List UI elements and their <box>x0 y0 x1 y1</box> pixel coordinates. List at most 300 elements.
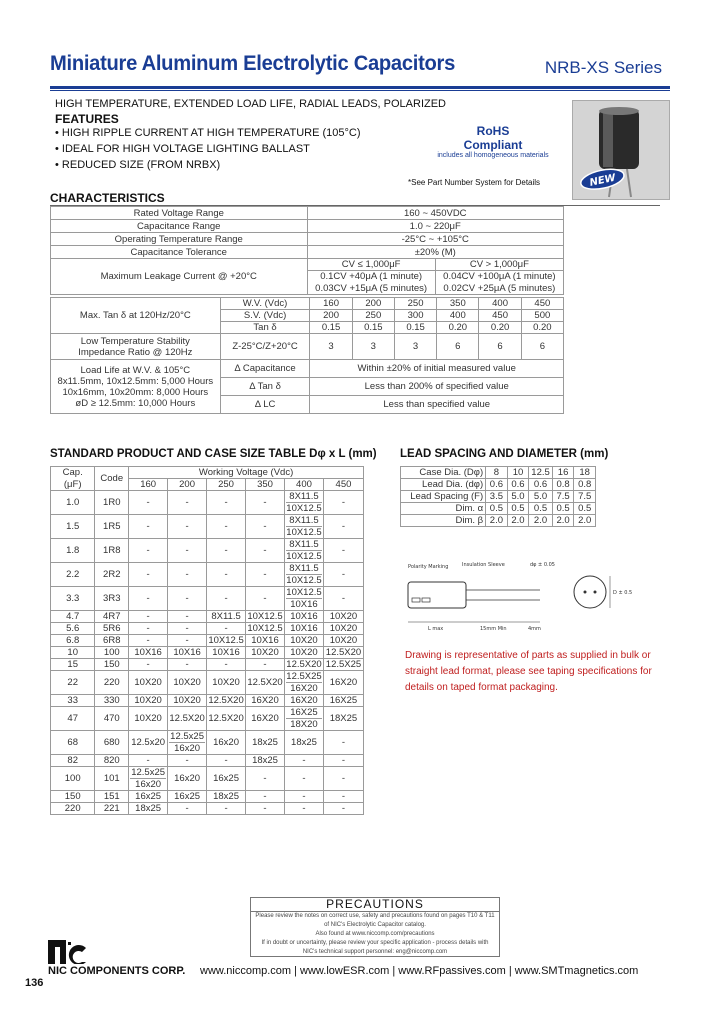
size-cell <box>207 695 246 707</box>
stability-label-line2: Impedance Ratio @ 120Hz <box>78 346 193 358</box>
page-number: 136 <box>25 977 44 989</box>
cap-cell: 47 <box>51 707 95 731</box>
size-cell <box>207 563 246 587</box>
size-cell <box>246 623 285 635</box>
lead-value: 2.0 <box>486 515 508 527</box>
lead-value: 0.5 <box>529 503 553 515</box>
size-value: - <box>146 611 150 622</box>
code-cell: 820 <box>95 755 129 767</box>
capacitance-label: Capacitance Range <box>51 220 308 233</box>
size-value-alt: 16X20 <box>286 682 322 694</box>
size-cell <box>323 587 363 611</box>
sv-cell: 200 <box>310 310 352 322</box>
tan-cell: 0.20 <box>521 322 563 334</box>
header-rule <box>50 86 670 89</box>
size-value: - <box>263 569 267 580</box>
sv-cell: 400 <box>437 310 479 322</box>
size-value: 10X20 <box>329 623 358 634</box>
leakage-col2-b: 0.02CV +25μA (5 minutes) <box>435 283 563 295</box>
header-rule-thin <box>50 90 670 91</box>
size-cell <box>129 623 168 635</box>
stability-cell: 6 <box>437 334 479 360</box>
size-cell <box>207 755 246 767</box>
size-value: - <box>341 497 346 508</box>
size-cell <box>129 587 168 611</box>
tan-cell: 0.15 <box>352 322 394 334</box>
load-life-line: øD ≥ 12.5mm: 10,000 Hours <box>75 397 196 409</box>
code-header: Code <box>95 467 129 491</box>
size-value: - <box>224 659 228 670</box>
size-value: 10X20 <box>329 611 358 622</box>
table-row <box>51 755 364 767</box>
cap-cell: 1.8 <box>51 539 95 563</box>
size-cell <box>168 695 207 707</box>
series-name: NRB-XS Series <box>544 58 662 77</box>
cap-cell: 10 <box>51 647 95 659</box>
size-cell <box>285 491 324 515</box>
size-cell <box>168 539 207 563</box>
lead-value: 18 <box>574 467 596 479</box>
stability-cell: 3 <box>394 334 436 360</box>
cap-cell: 22 <box>51 671 95 695</box>
size-cell <box>323 695 363 707</box>
table-row <box>51 659 364 671</box>
size-value: - <box>146 569 150 580</box>
size-cell <box>129 647 168 659</box>
lead-value: 2.0 <box>574 515 596 527</box>
size-value: 16X20 <box>290 695 318 706</box>
size-value: 10X12.5 <box>247 623 283 634</box>
size-cell <box>168 611 207 623</box>
tan-label: Max. Tan δ at 120Hz/20°C <box>51 298 221 334</box>
size-cell <box>207 491 246 515</box>
lead-row-label: Case Dia. (Dφ) <box>401 467 486 479</box>
size-cell <box>323 635 363 647</box>
size-value: - <box>224 803 228 814</box>
size-value-alt: 10X16 <box>286 598 322 610</box>
load-life-line: 8x11.5mm, 10x12.5mm: 5,000 Hours <box>57 375 214 387</box>
size-value: 10X20 <box>134 713 162 724</box>
table-row <box>51 587 364 611</box>
cap-cell: 5.6 <box>51 623 95 635</box>
lead-row-label: Lead Spacing (F) <box>401 491 486 503</box>
lead-value: 5.0 <box>507 491 529 503</box>
size-cell <box>207 587 246 611</box>
size-value: - <box>185 659 189 670</box>
code-cell: 3R3 <box>95 587 129 611</box>
cap-header: Cap. <box>51 467 95 479</box>
size-value: - <box>302 773 306 784</box>
code-cell: 101 <box>95 767 129 791</box>
tan-stability-table <box>50 297 564 414</box>
size-value: - <box>302 803 306 814</box>
size-cell <box>246 587 285 611</box>
stability-cell: 3 <box>352 334 394 360</box>
size-value: 10X20 <box>251 647 279 658</box>
rated-voltage-label: Rated Voltage Range <box>51 207 308 220</box>
size-cell <box>168 491 207 515</box>
lead-value: 8 <box>486 467 508 479</box>
cap-cell: 6.8 <box>51 635 95 647</box>
sv-cell: 250 <box>352 310 394 322</box>
size-cell <box>285 791 324 803</box>
size-value: 12.5X20 <box>208 695 244 706</box>
wv-cell: 250 <box>394 298 436 310</box>
size-value: 8X11.5 <box>289 491 319 502</box>
table-header-row <box>51 467 364 479</box>
size-value: 10X20 <box>290 647 318 658</box>
size-value: - <box>224 545 228 556</box>
size-cell <box>323 491 363 515</box>
standard-product-table <box>50 466 364 815</box>
size-cell <box>129 803 168 815</box>
size-value: - <box>224 623 228 634</box>
precautions-line: of NIC's Electrolytic Capacitor catalog. <box>324 922 426 928</box>
lead-value: 0.8 <box>552 479 574 491</box>
tolerance-label: Capacitance Tolerance <box>51 246 308 259</box>
table-row <box>51 635 364 647</box>
voltage-header: 250 <box>207 479 246 491</box>
size-value: - <box>146 497 150 508</box>
size-value: - <box>185 593 189 604</box>
code-cell: 330 <box>95 695 129 707</box>
nic-logo <box>48 938 86 964</box>
characteristics-table <box>50 206 564 295</box>
lead-spacing-heading: LEAD SPACING AND DIAMETER (mm) <box>400 448 609 460</box>
size-cell <box>168 803 207 815</box>
wv-cell: 350 <box>437 298 479 310</box>
size-value: 8X11.5 <box>211 611 241 622</box>
precautions-line: NIC's technical support personnel: eng@niccomp.com <box>302 949 448 955</box>
cap-cell: 68 <box>51 731 95 755</box>
features-heading: FEATURES <box>55 112 119 126</box>
size-cell <box>129 491 168 515</box>
load-life-key: Δ Tan δ <box>220 378 310 396</box>
size-value: 16X20 <box>251 695 279 706</box>
size-value: - <box>341 569 346 580</box>
size-value: 10X16 <box>290 611 318 622</box>
cap-cell: 4.7 <box>51 611 95 623</box>
wv-cell: 400 <box>479 298 521 310</box>
size-cell <box>129 731 168 755</box>
stability-label-line1: Low Temperature Stability <box>80 335 190 347</box>
size-value: - <box>146 755 150 766</box>
size-cell <box>285 755 324 767</box>
size-value: - <box>263 521 267 532</box>
lead-value: 0.5 <box>486 503 508 515</box>
size-value: 16X25 <box>290 707 318 718</box>
size-cell <box>207 623 246 635</box>
leakage-col2-head: CV > 1,000μF <box>435 259 563 271</box>
size-value: - <box>341 755 346 766</box>
cap-cell: 2.2 <box>51 563 95 587</box>
size-value: - <box>341 791 346 802</box>
size-cell <box>246 611 285 623</box>
cap-unit: (μF) <box>51 479 95 491</box>
size-value: 16x25 <box>135 791 162 802</box>
load-life-value: Within ±20% of initial measured value <box>310 360 564 378</box>
size-value: - <box>185 623 189 634</box>
size-cell <box>285 587 324 611</box>
size-cell <box>323 671 363 695</box>
size-cell <box>246 791 285 803</box>
leakage-label: Maximum Leakage Current @ +20°C <box>51 259 308 295</box>
page-title: Miniature Aluminum Electrolytic Capacitors <box>50 52 456 75</box>
size-cell <box>129 767 168 791</box>
size-cell <box>168 707 207 731</box>
size-cell <box>207 659 246 671</box>
lead-value: 7.5 <box>574 491 596 503</box>
load-life-line: Load Life at W.V. & 105°C <box>80 364 191 376</box>
size-cell <box>285 647 324 659</box>
size-value: 10X12.5 <box>208 635 244 646</box>
voltage-header: 350 <box>246 479 285 491</box>
precautions-line: Also found at www.niccomp.com/precautions <box>315 931 435 937</box>
rated-voltage-value: 160 ~ 450VDC <box>307 207 564 220</box>
size-value: - <box>341 773 346 784</box>
size-value: 16x25 <box>174 791 201 802</box>
load-life-value: Less than specified value <box>310 396 564 414</box>
size-value: - <box>263 791 267 802</box>
size-cell <box>285 671 324 695</box>
size-value: 12.5X25 <box>325 659 362 670</box>
size-value: - <box>224 497 228 508</box>
size-cell <box>323 755 363 767</box>
size-value: - <box>263 593 267 604</box>
size-value: 10X20 <box>134 677 162 688</box>
size-value: 12.5X20 <box>247 677 283 688</box>
size-cell <box>129 539 168 563</box>
table-row <box>51 220 564 233</box>
size-cell <box>129 611 168 623</box>
dimension-diagram <box>400 556 660 642</box>
table-row <box>51 671 364 695</box>
table-row <box>51 707 364 731</box>
size-cell <box>323 767 363 791</box>
size-value: 10X12.5 <box>247 611 283 622</box>
table-row <box>401 479 596 491</box>
size-value: - <box>341 803 346 814</box>
lead-value: 0.6 <box>507 479 529 491</box>
lead-spacing-table <box>400 466 596 527</box>
size-value: - <box>185 521 189 532</box>
size-value-alt: 16x20 <box>130 778 166 790</box>
size-value: - <box>185 635 189 646</box>
precautions-title: PRECAUTIONS <box>251 898 499 912</box>
size-cell <box>168 635 207 647</box>
load-life-key: Δ Capacitance <box>220 360 310 378</box>
size-cell <box>323 707 363 731</box>
size-cell <box>246 707 285 731</box>
code-cell: 5R6 <box>95 623 129 635</box>
size-cell <box>323 659 363 671</box>
cap-cell: 150 <box>51 791 95 803</box>
size-value: - <box>341 593 346 604</box>
code-cell: 220 <box>95 671 129 695</box>
size-cell <box>246 659 285 671</box>
table-row <box>51 298 564 310</box>
lead-value: 2.0 <box>552 515 574 527</box>
size-value: 12.5X20 <box>325 647 362 658</box>
capacitance-value: 1.0 ~ 220μF <box>307 220 564 233</box>
size-value: - <box>263 659 267 670</box>
size-cell <box>323 515 363 539</box>
lead-row-label: Dim. β <box>401 515 486 527</box>
size-value: - <box>263 545 267 556</box>
lead-spacing-body <box>401 467 596 527</box>
cap-cell: 33 <box>51 695 95 707</box>
code-cell: 6R8 <box>95 635 129 647</box>
sv-cell: 500 <box>521 310 563 322</box>
size-cell <box>285 707 324 731</box>
lead-value: 10 <box>507 467 529 479</box>
size-cell <box>246 515 285 539</box>
size-value: 8X11.5 <box>289 515 319 526</box>
table-row <box>51 233 564 246</box>
size-cell <box>285 623 324 635</box>
size-value: 16x20 <box>174 773 201 784</box>
lead-value: 12.5 <box>529 467 553 479</box>
size-value: 18X25 <box>329 713 358 724</box>
table-row <box>51 491 364 515</box>
size-value: 10X16 <box>173 647 201 658</box>
size-value: - <box>185 755 189 766</box>
size-value: 10X20 <box>134 695 162 706</box>
table-row <box>51 334 564 360</box>
stability-cell: 6 <box>521 334 563 360</box>
size-cell <box>323 539 363 563</box>
lead-value: 7.5 <box>552 491 574 503</box>
lead-value: 0.5 <box>507 503 529 515</box>
tan-cell: 0.20 <box>437 322 479 334</box>
lead-dia-label: dφ ± 0.05 <box>530 562 555 568</box>
size-value: - <box>224 755 228 766</box>
voltage-header: 450 <box>323 479 363 491</box>
size-value: 18x25 <box>252 755 278 766</box>
tan-cell: 0.15 <box>394 322 436 334</box>
size-value: - <box>341 521 346 532</box>
lead-value: 0.5 <box>552 503 574 515</box>
size-value: 16X20 <box>251 713 279 724</box>
size-value: - <box>263 803 267 814</box>
size-value: 10X16 <box>290 623 318 634</box>
stability-label <box>51 334 221 360</box>
leakage-col1-b: 0.03CV +15μA (5 minutes) <box>307 283 435 295</box>
code-cell: 221 <box>95 803 129 815</box>
size-cell <box>168 671 207 695</box>
size-value: - <box>224 569 228 580</box>
size-value: - <box>146 521 150 532</box>
size-value: - <box>263 773 267 784</box>
precautions-line: Please review the notes on correct use, safety and precautions found on pages T10 & T11 <box>255 913 495 919</box>
size-value: 8X11.5 <box>289 563 319 574</box>
table-row <box>51 539 364 563</box>
lead-value: 0.6 <box>529 479 553 491</box>
size-value: - <box>341 737 346 748</box>
lead-offset-label: 4mm <box>528 626 541 632</box>
size-value: 12.5X20 <box>286 659 322 670</box>
size-cell <box>246 635 285 647</box>
table-row <box>51 731 364 755</box>
load-life-line: 10x16mm, 10x20mm: 8,000 Hours <box>62 386 209 398</box>
table-row <box>51 695 364 707</box>
size-value: - <box>185 611 189 622</box>
sv-label: S.V. (Vdc) <box>220 310 310 322</box>
stability-cell: 6 <box>479 334 521 360</box>
stability-condition: Z-25°C/Z+20°C <box>220 334 310 360</box>
size-cell <box>168 767 207 791</box>
size-value: - <box>224 593 228 604</box>
size-value: - <box>146 635 150 646</box>
part-number-note: *See Part Number System for Details <box>408 178 541 187</box>
characteristics-heading: CHARACTERISTICS <box>50 191 165 205</box>
size-cell <box>129 515 168 539</box>
size-cell <box>207 791 246 803</box>
size-cell <box>168 623 207 635</box>
size-cell <box>246 563 285 587</box>
footer-urls: www.niccomp.com | www.lowESR.com | www.RFpassives.com | www.SMTmagnetics.com <box>200 965 639 977</box>
size-cell <box>129 695 168 707</box>
size-value: - <box>302 791 306 802</box>
size-value: - <box>185 497 189 508</box>
tan-cell: 0.15 <box>310 322 352 334</box>
cap-cell: 1.5 <box>51 515 95 539</box>
wv-cell: 450 <box>521 298 563 310</box>
lead-value: 3.5 <box>486 491 508 503</box>
lead-value: 0.6 <box>486 479 508 491</box>
lead-row-label: Dim. α <box>401 503 486 515</box>
size-value: 18x25 <box>213 791 239 802</box>
tolerance-value: ±20% (M) <box>307 246 564 259</box>
size-value-alt: 16x20 <box>169 742 205 754</box>
size-cell <box>246 671 285 695</box>
drawing-note: Drawing is representative of parts as supplied in bulk or straight lead format, please see taping specifications for details on taped format packaging. <box>405 650 652 693</box>
size-value-alt: 18X20 <box>286 718 322 730</box>
lead-value: 5.0 <box>529 491 553 503</box>
code-cell: 4R7 <box>95 611 129 623</box>
size-cell <box>285 659 324 671</box>
size-cell <box>323 731 363 755</box>
table-row <box>51 563 364 587</box>
voltage-header: 200 <box>168 479 207 491</box>
feature-item: • REDUCED SIZE (FROM NRBX) <box>55 159 221 171</box>
table-row <box>51 360 564 378</box>
size-value-alt: 10X12.5 <box>286 503 322 514</box>
feature-item: • IDEAL FOR HIGH VOLTAGE LIGHTING BALLAST <box>55 143 310 155</box>
size-value: 12.5x25 <box>131 767 166 778</box>
table-row <box>51 767 364 791</box>
sv-cell: 450 <box>479 310 521 322</box>
size-cell <box>129 635 168 647</box>
standard-table-heading: STANDARD PRODUCT AND CASE SIZE TABLE Dφ x L (mm) <box>50 448 377 460</box>
rohs-note: includes all homogeneous materials <box>437 152 549 159</box>
size-value: - <box>146 623 150 634</box>
lead-value: 16 <box>552 467 574 479</box>
rohs-compliant: Compliant <box>463 138 523 152</box>
size-value: - <box>341 545 346 556</box>
cap-cell: 3.3 <box>51 587 95 611</box>
size-cell <box>246 755 285 767</box>
size-value: 16x25 <box>213 773 239 784</box>
size-cell <box>207 611 246 623</box>
lead-length-label: 15mm Min <box>480 626 507 632</box>
size-value-alt: 10X12.5 <box>286 575 322 586</box>
size-cell <box>246 803 285 815</box>
cap-cell: 15 <box>51 659 95 671</box>
code-cell: 680 <box>95 731 129 755</box>
size-value: - <box>146 545 150 556</box>
size-cell <box>207 707 246 731</box>
